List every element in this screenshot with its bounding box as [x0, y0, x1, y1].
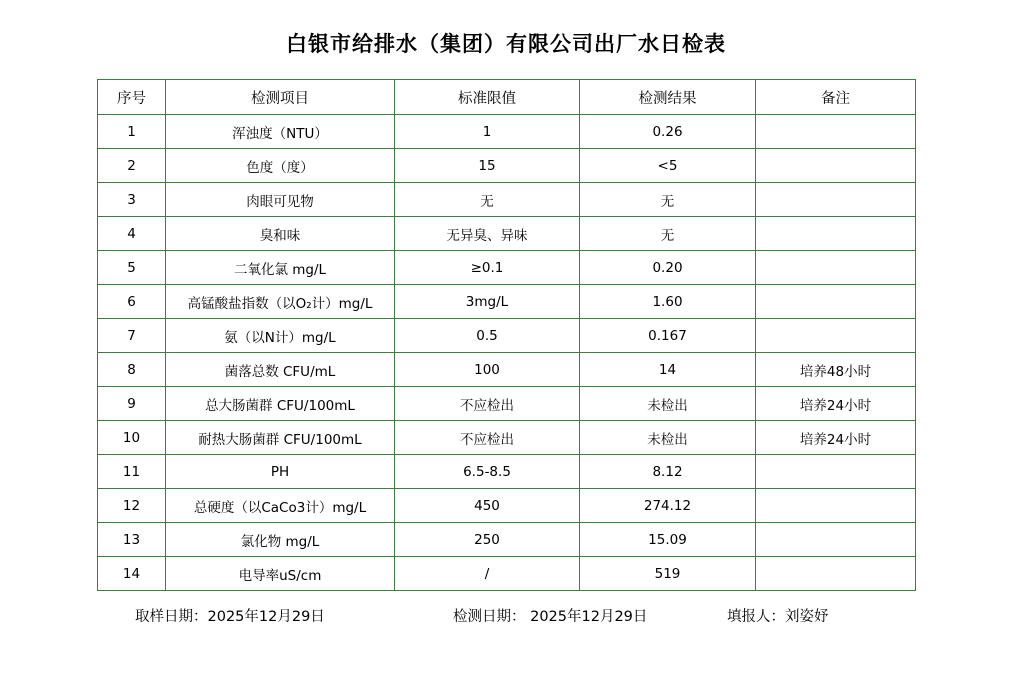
cell-limit: 6.5-8.5	[395, 455, 580, 489]
cell-no: 6	[98, 285, 166, 319]
cell-item: 电导率uS/cm	[166, 557, 395, 591]
cell-remark	[756, 149, 916, 183]
cell-limit: 不应检出	[395, 387, 580, 421]
column-header-no: 序号	[98, 80, 166, 115]
cell-remark	[756, 217, 916, 251]
test-date-label: 检测日期： 2025年12月29日	[453, 609, 648, 625]
cell-no: 4	[98, 217, 166, 251]
cell-item: 肉眼可见物	[166, 183, 395, 217]
cell-item: 总大肠菌群 CFU/100mL	[166, 387, 395, 421]
table-row	[98, 489, 916, 523]
table-row	[98, 217, 916, 251]
cell-item: 浑浊度（NTU）	[166, 115, 395, 149]
cell-limit: /	[395, 557, 580, 591]
cell-no: 1	[98, 115, 166, 149]
cell-remark	[756, 557, 916, 591]
reporter-label: 填报人：刘姿妤	[727, 609, 829, 625]
cell-limit: 0.5	[395, 319, 580, 353]
cell-limit: 450	[395, 489, 580, 523]
sample-date-label: 取样日期：2025年12月29日	[135, 609, 325, 625]
table-container	[97, 79, 915, 591]
footer	[97, 605, 915, 629]
table-row	[98, 149, 916, 183]
cell-item: PH	[166, 455, 395, 489]
cell-result: 0.167	[580, 319, 756, 353]
cell-limit: 15	[395, 149, 580, 183]
table-row	[98, 251, 916, 285]
page-title: 白银市给排水（集团）有限公司出厂水日检表	[286, 32, 726, 56]
cell-result: 519	[580, 557, 756, 591]
cell-result: 8.12	[580, 455, 756, 489]
cell-item: 色度（度）	[166, 149, 395, 183]
cell-result: 1.60	[580, 285, 756, 319]
cell-no: 5	[98, 251, 166, 285]
table-row	[98, 523, 916, 557]
cell-remark: 培养24小时	[756, 421, 916, 455]
table-row	[98, 353, 916, 387]
table-body	[98, 115, 916, 591]
cell-result: 274.12	[580, 489, 756, 523]
cell-no: 11	[98, 455, 166, 489]
column-header-limit: 标准限值	[395, 80, 580, 115]
cell-limit: 3mg/L	[395, 285, 580, 319]
cell-result: 未检出	[580, 421, 756, 455]
cell-no: 3	[98, 183, 166, 217]
cell-result: 0.26	[580, 115, 756, 149]
cell-no: 2	[98, 149, 166, 183]
table-row	[98, 285, 916, 319]
table-header	[98, 80, 916, 115]
report-page	[0, 28, 1012, 678]
cell-limit: 100	[395, 353, 580, 387]
cell-item: 耐热大肠菌群 CFU/100mL	[166, 421, 395, 455]
cell-limit: 1	[395, 115, 580, 149]
cell-result: 未检出	[580, 387, 756, 421]
column-header-item: 检测项目	[166, 80, 395, 115]
cell-item: 菌落总数 CFU/mL	[166, 353, 395, 387]
cell-result: 15.09	[580, 523, 756, 557]
table-header-row	[98, 80, 916, 115]
cell-no: 13	[98, 523, 166, 557]
cell-remark: 培养48小时	[756, 353, 916, 387]
column-header-result: 检测结果	[580, 80, 756, 115]
cell-no: 12	[98, 489, 166, 523]
cell-no: 10	[98, 421, 166, 455]
column-header-remark: 备注	[756, 80, 916, 115]
cell-limit: 无异臭、异味	[395, 217, 580, 251]
cell-remark	[756, 115, 916, 149]
table-row	[98, 557, 916, 591]
cell-no: 14	[98, 557, 166, 591]
cell-limit: 250	[395, 523, 580, 557]
cell-limit: 无	[395, 183, 580, 217]
table-row	[98, 183, 916, 217]
table-row	[98, 319, 916, 353]
cell-limit: ≥0.1	[395, 251, 580, 285]
cell-no: 7	[98, 319, 166, 353]
cell-remark	[756, 489, 916, 523]
cell-remark	[756, 285, 916, 319]
cell-remark: 培养24小时	[756, 387, 916, 421]
cell-no: 9	[98, 387, 166, 421]
daily-inspection-table	[97, 79, 916, 591]
cell-remark	[756, 523, 916, 557]
cell-remark	[756, 183, 916, 217]
cell-remark	[756, 251, 916, 285]
cell-remark	[756, 455, 916, 489]
cell-item: 总硬度（以CaCo3计）mg/L	[166, 489, 395, 523]
table-row	[98, 421, 916, 455]
cell-item: 高锰酸盐指数（以O₂计）mg/L	[166, 285, 395, 319]
cell-result: 无	[580, 217, 756, 251]
cell-result: 14	[580, 353, 756, 387]
cell-item: 氯化物 mg/L	[166, 523, 395, 557]
table-row	[98, 387, 916, 421]
table-row	[98, 115, 916, 149]
cell-item: 二氧化氯 mg/L	[166, 251, 395, 285]
table-row	[98, 455, 916, 489]
cell-no: 8	[98, 353, 166, 387]
cell-remark	[756, 319, 916, 353]
cell-result: 无	[580, 183, 756, 217]
cell-result: 0.20	[580, 251, 756, 285]
cell-limit: 不应检出	[395, 421, 580, 455]
cell-item: 氨（以N计）mg/L	[166, 319, 395, 353]
cell-item: 臭和味	[166, 217, 395, 251]
cell-result: <5	[580, 149, 756, 183]
